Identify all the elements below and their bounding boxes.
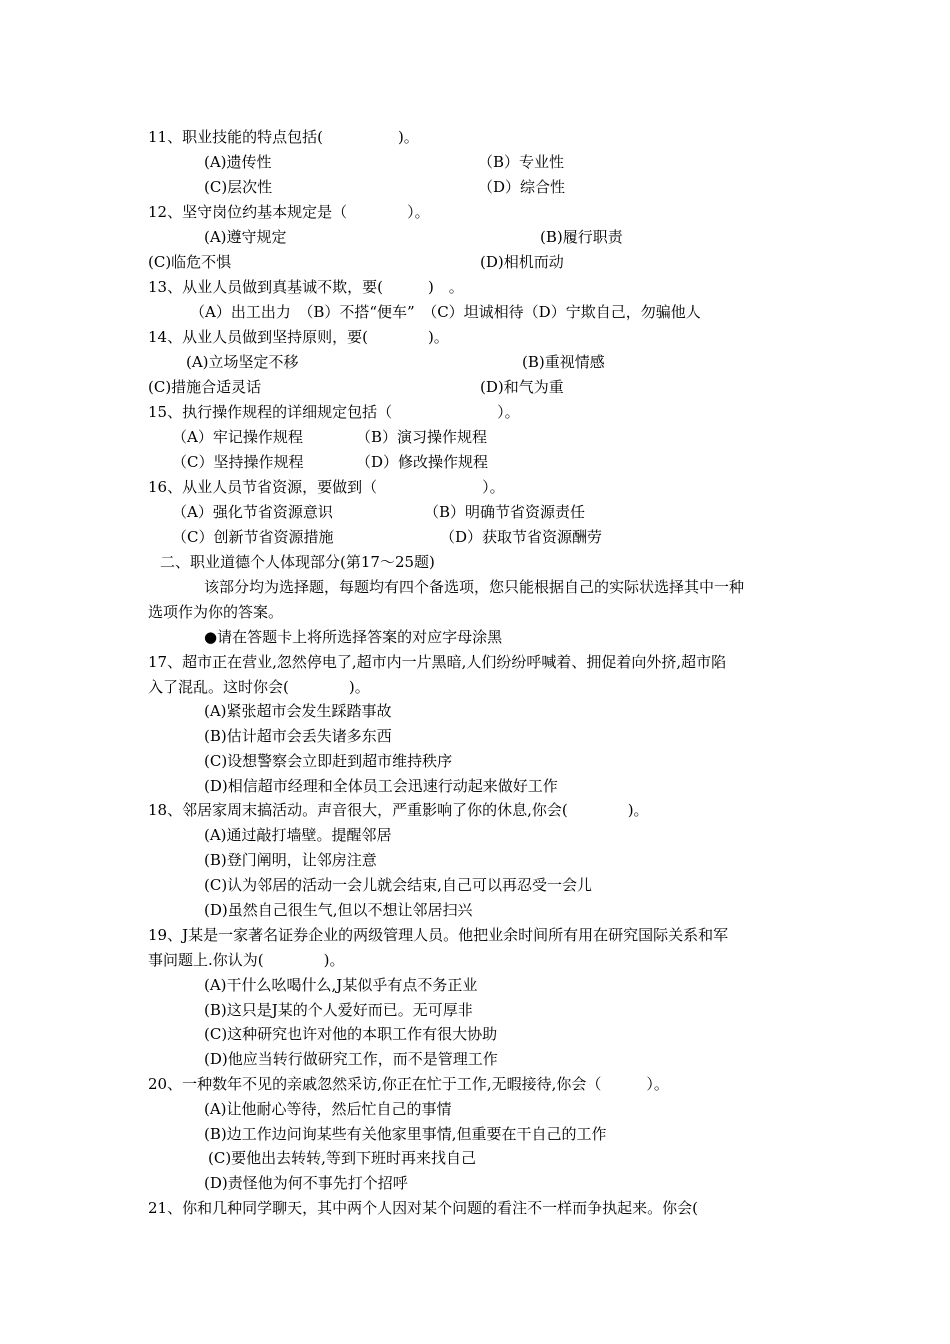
question-11-option-d: （D）综合性 xyxy=(478,178,566,196)
section-2-intro-line-1: 该部分均为选择题，每题均有四个备选项，您只能根据自己的实际状选择其中一种 xyxy=(204,578,745,596)
question-18-option-b: (B)登门阐明，让邻房注意 xyxy=(204,851,377,869)
question-19-option-b: (B)这只是J某的个人爱好而已。无可厚非 xyxy=(204,1001,473,1019)
question-18-option-c: (C)认为邻居的活动一会儿就会结束,自己可以再忍受一会儿 xyxy=(204,876,592,894)
question-12-option-d: (D)相机而动 xyxy=(480,253,564,271)
question-15-stem: 15、执行操作规程的详细规定包括（ ）。 xyxy=(148,403,520,421)
question-16-option-d: （D）获取节省资源酬劳 xyxy=(440,528,603,546)
question-20-option-d: (D)责怪他为何不事先打个招呼 xyxy=(204,1174,408,1192)
question-19-option-a: (A)干什么吆喝什么,J某似乎有点不务正业 xyxy=(204,976,478,994)
question-16-option-b: （B）明确节省资源责任 xyxy=(424,503,586,521)
question-17-option-a: (A)紧张超市会发生踩踏事故 xyxy=(204,702,392,720)
question-17-stem-line-2: 入了混乱。这时你会( )。 xyxy=(148,678,370,696)
question-11-option-a: (A)遗传性 xyxy=(204,153,272,171)
question-12-stem: 12、坚守岗位约基本规定是（ ）。 xyxy=(148,203,430,221)
question-15-option-b: （B）演习操作规程 xyxy=(356,428,488,446)
question-14-option-a: (A)立场坚定不移 xyxy=(186,353,299,371)
question-18-option-d: (D)虽然自己很生气,但以不想让邻居扫兴 xyxy=(204,901,473,919)
question-19-stem-line-2: 事问题上.你认为( )。 xyxy=(148,951,345,969)
question-15-option-a: （A）牢记操作规程 xyxy=(172,428,303,446)
question-14-option-c: (C)措施合适灵话 xyxy=(148,378,262,396)
question-16-option-a: （A）强化节省资源意识 xyxy=(172,503,333,521)
question-14-option-b: (B)重视情感 xyxy=(522,353,605,371)
section-2-note: ●请在答题卡上将所选择答案的对应字母涂黑 xyxy=(204,628,503,646)
question-13-options: （A）出工出力 （B）不搭“便车” （C）坦诚相待（D）宁欺自己，勿骗他人 xyxy=(190,303,701,321)
question-16-option-c: （C）创新节省资源措施 xyxy=(172,528,334,546)
question-20-option-b: (B)边工作边问询某些有关他家里事情,但重要在干自己的工作 xyxy=(204,1125,607,1143)
question-14-option-d: (D)和气为重 xyxy=(480,378,564,396)
question-18-option-a: (A)通过敲打墙壁。提醒邻居 xyxy=(204,826,392,844)
question-19-stem-line-1: 19、J某是一家著名证券企业的两级管理人员。他把业余时间所有用在研究国际关系和军 xyxy=(148,926,729,944)
question-12-option-b: (B)履行职责 xyxy=(540,228,623,246)
question-21-stem: 21、你和几种同学聊天，其中两个人因对某个问题的看注不一样而争执起来。你会( xyxy=(148,1199,698,1217)
question-11-option-b: （B）专业性 xyxy=(478,153,565,171)
question-17-option-b: (B)估计超市会丢失诸多东西 xyxy=(204,727,392,745)
question-12-option-a: (A)遵守规定 xyxy=(204,228,287,246)
question-17-stem-line-1: 17、超市正在营业,忽然停电了,超市内一片黑暗,人们纷纷呼喊着、拥促着向外挤,超市陷 xyxy=(148,653,727,671)
section-2-title: 二、职业道德个人体现部分(第17～25题) xyxy=(160,553,435,571)
question-14-stem: 14、从业人员做到坚持原则，要( )。 xyxy=(148,328,449,346)
question-17-option-d: (D)相信超市经理和全体员工会迅速行动起来做好工作 xyxy=(204,777,558,795)
question-15-option-c: （C）坚持操作规程 xyxy=(172,453,304,471)
question-15-option-d: （D）修改操作规程 xyxy=(356,453,489,471)
section-2-intro-line-2: 选项作为你的答案。 xyxy=(148,603,284,621)
question-19-option-c: (C)这种研究也许对他的本职工作有很大协助 xyxy=(204,1025,498,1043)
question-13-stem: 13、从业人员做到真基诚不欺，要( ) 。 xyxy=(148,278,464,296)
question-18-stem: 18、邻居家周末搞活动。声音很大，严重影响了你的休息,你会( )。 xyxy=(148,801,649,819)
question-20-stem: 20、一种数年不见的亲戚忽然采访,你正在忙于工作,无暇接待,你会（ ）。 xyxy=(148,1075,669,1093)
question-20-option-a: (A)让他耐心等待，然后忙自己的事情 xyxy=(204,1100,452,1118)
question-19-option-d: (D)他应当转行做研究工作，而不是管理工作 xyxy=(204,1050,498,1068)
question-11-option-c: (C)层次性 xyxy=(204,178,273,196)
question-20-option-c: (C)要他出去转转,等到下班时再来找自己 xyxy=(208,1149,476,1167)
question-12-option-c: (C)临危不惧 xyxy=(148,253,232,271)
question-16-stem: 16、从业人员节省资源，要做到（ ）。 xyxy=(148,478,505,496)
question-17-option-c: (C)设想警察会立即赶到超市维持秩序 xyxy=(204,752,453,770)
question-11-stem: 11、职业技能的特点包括( )。 xyxy=(148,128,419,146)
